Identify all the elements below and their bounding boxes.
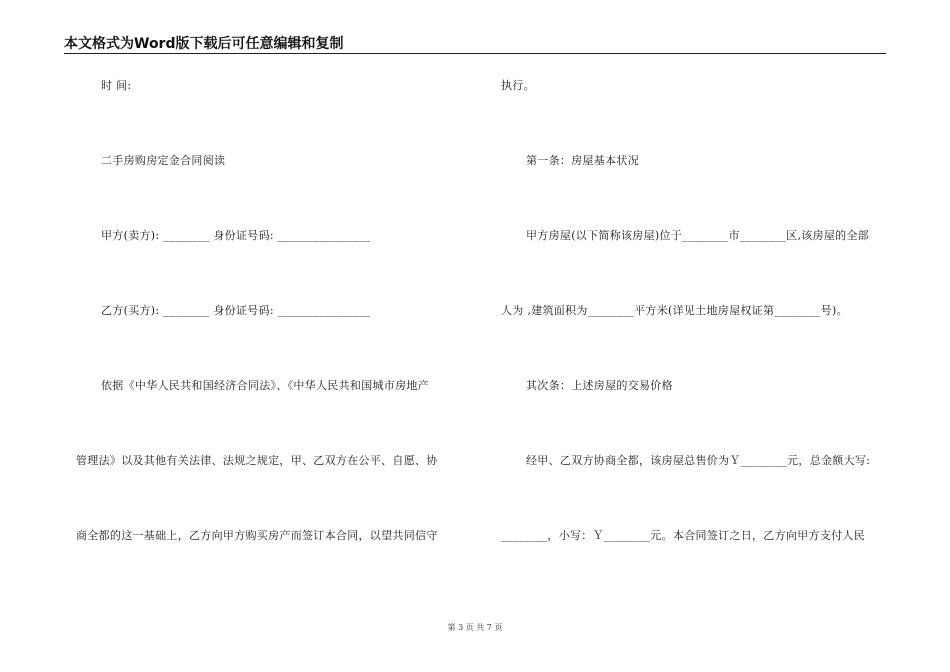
page-header: 本文格式为Word版下载后可任意编辑和复制 [64, 36, 344, 52]
text-line: 甲方房屋(以下简称该房屋)位于________市________区,该房屋的全部 [526, 229, 870, 242]
text-line: 执行。 [501, 79, 535, 92]
text-line: ________，小写：Ｙ________元。本合同签订之日，乙方向甲方支付人民 [501, 529, 865, 542]
text-line: 时 间: [101, 79, 132, 92]
text-line: 二手房购房定金合同阅读 [101, 154, 226, 167]
text-line: 其次条：上述房屋的交易价格 [526, 379, 673, 392]
text-line: 第一条：房屋基本状况 [526, 154, 639, 167]
page-number: 第 3 页 共 7 页 [447, 623, 503, 632]
text-line: 经甲、乙双方协商全都，该房屋总售价为Ｙ________元，总金额大写: [526, 454, 871, 467]
header-rule [64, 53, 886, 54]
text-line: 依据《中华人民共和国经济合同法》、《中华人民共和国城市房地产 [101, 379, 429, 392]
text-line: 乙方(买方): ________ 身份证号码: ________________ [101, 304, 371, 317]
text-line: 商全都的这一基础上，乙方向甲方购买房产而签订本合同，以望共同信守 [76, 529, 438, 542]
text-line: 人为 ,建筑面积为________平方米(详见土地房屋权证第________号)。 [501, 304, 848, 317]
text-line: 甲方(卖方): ________ 身份证号码: ________________ [101, 229, 371, 242]
text-line: 管理法》以及其他有关法律、法规之规定，甲、乙双方在公平、自愿、协 [76, 454, 438, 467]
